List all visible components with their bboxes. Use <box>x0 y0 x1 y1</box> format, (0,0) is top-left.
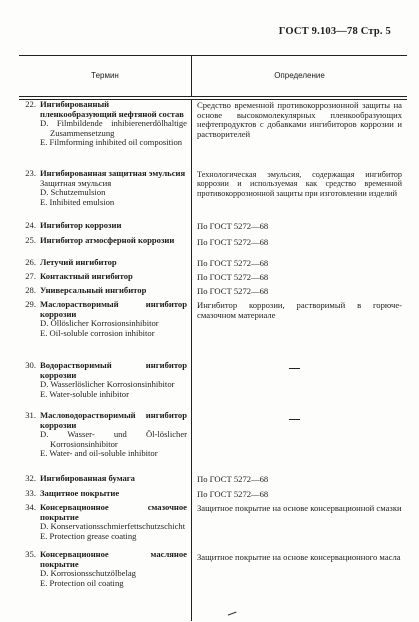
term-number: 30. <box>25 360 36 370</box>
english-equivalent: E. Water-soluble inhibitor <box>40 388 129 399</box>
english-equivalent: E. Filmforming inhibited oil composition <box>40 137 183 147</box>
term-cell <box>19 286 187 296</box>
term-name: Водорастворимый ингибитор коррозии <box>40 360 187 380</box>
english-equivalent: E. Protection oil coating <box>40 577 124 588</box>
term-name: Летучий ингибитор <box>40 257 117 267</box>
term-cell <box>19 550 187 588</box>
term-cell <box>19 100 187 148</box>
german-equivalent: D. Öllöslicher Korrosionsinhibitor <box>40 318 159 328</box>
term-number: 22. <box>25 99 36 109</box>
term-number: 23. <box>25 168 36 178</box>
definition-cell: По ГОСТ 5272—68 <box>197 237 269 247</box>
term-cell <box>19 300 187 338</box>
term-name: Маслорастворимый ингибитор коррозии <box>40 299 187 319</box>
term-cell <box>19 503 187 541</box>
definition-cell: По ГОСТ 5272—68 <box>197 489 269 499</box>
term-name: Защитное покрытие <box>40 488 120 498</box>
definition-cell: Защитное покрытие на основе консервационного масла <box>197 552 401 562</box>
page-header: ГОСТ 9.103—78 Стр. 5 <box>278 26 391 37</box>
header-rule <box>19 96 407 97</box>
column-divider <box>191 99 192 621</box>
terms-table <box>19 55 407 621</box>
term-name: Контактный ингибитор <box>40 271 133 281</box>
definition-cell: Ингибитор коррозии, растворимый в горюче-смазочном материале <box>197 300 402 320</box>
term-number: 27. <box>25 271 36 281</box>
german-equivalent: D. Schutzemulsion <box>40 187 106 197</box>
term-number: 31. <box>25 410 36 420</box>
german-equivalent: D. Konservationsschmierfettschutzschicht <box>40 521 186 531</box>
german-equivalent: D. Wasser- und Öl-löslicher Korrosionsinhibitor <box>40 429 187 449</box>
term-name: Ингибитор коррозии <box>40 220 122 230</box>
term-name: Ингибированная защитная эмульсия <box>40 168 186 178</box>
term-name: Ингибированная бумага <box>40 473 135 483</box>
definition-cell: Технологическая эмульсия, содержащая ингибитор коррозии и используемая как средство временной противокоррозионной защиты при изготовлении изделий <box>197 170 402 198</box>
term-cell <box>19 169 187 207</box>
definition-cell: По ГОСТ 5272—68 <box>197 286 269 296</box>
term-number: 32. <box>25 473 36 483</box>
german-equivalent: D. Filmbildende inhibierenerdölhaltige Zusammensetzung <box>40 118 187 138</box>
term-number: 29. <box>25 299 36 309</box>
term-number: 24. <box>25 220 36 230</box>
definition-cell: По ГОСТ 5272—68 <box>197 221 269 231</box>
term-name: Консервационное масляное покрытие <box>40 549 187 569</box>
term-synonym: Защитная эмульсия <box>40 177 112 188</box>
term-number: 25. <box>25 235 36 245</box>
definition-cell: По ГОСТ 5272—68 <box>197 272 269 282</box>
term-name: Консервационное смазочное покрытие <box>40 502 187 522</box>
english-equivalent: E. Oil-soluble corrosion inhibitor <box>40 327 155 338</box>
term-name: Масловодорастворимый ингибитор коррозии <box>40 410 187 430</box>
definition-dash <box>289 368 300 369</box>
term-number: 26. <box>25 257 36 267</box>
english-equivalent: E. Water- and oil-soluble inhibitor <box>40 448 158 458</box>
term-name: Ингибированный пленкообразующий нефтяной состав <box>40 99 184 119</box>
definition-cell: Защитное покрытие на основе консервационной смазки <box>197 503 402 513</box>
term-cell <box>19 474 187 484</box>
term-cell <box>19 411 187 459</box>
definition-dash <box>289 419 300 420</box>
column-header-definition: Определение <box>274 71 325 80</box>
term-cell <box>19 236 187 246</box>
definition-cell: По ГОСТ 5272—68 <box>197 258 269 268</box>
definition-cell: Средство временной противокоррозионной защиты на основе высокомолекулярных пленкообразующих нефтепродуктов с добавками ингибиторов коррозии и растворителей <box>197 100 402 139</box>
term-name: Универсальный ингибитор <box>40 285 147 295</box>
english-equivalent: E. Protection grease coating <box>40 530 137 541</box>
term-name: Ингибитор атмосферной коррозии <box>40 235 175 245</box>
column-header-term: Термин <box>91 71 119 80</box>
term-number: 35. <box>25 549 36 559</box>
term-number: 28. <box>25 285 36 295</box>
term-cell <box>19 489 187 499</box>
term-cell <box>19 272 187 282</box>
term-cell <box>19 221 187 231</box>
term-cell <box>19 258 187 268</box>
term-number: 34. <box>25 502 36 512</box>
english-equivalent: E. Inhibited emulsion <box>40 196 115 207</box>
term-cell <box>19 361 187 399</box>
german-equivalent: D. Korrosionsschutzölbelag <box>40 568 136 578</box>
term-number: 33. <box>25 488 36 498</box>
german-equivalent: D. Wasserlöslicher Korrosionsinhibitor <box>40 379 175 389</box>
definition-cell: По ГОСТ 5272—68 <box>197 474 269 484</box>
